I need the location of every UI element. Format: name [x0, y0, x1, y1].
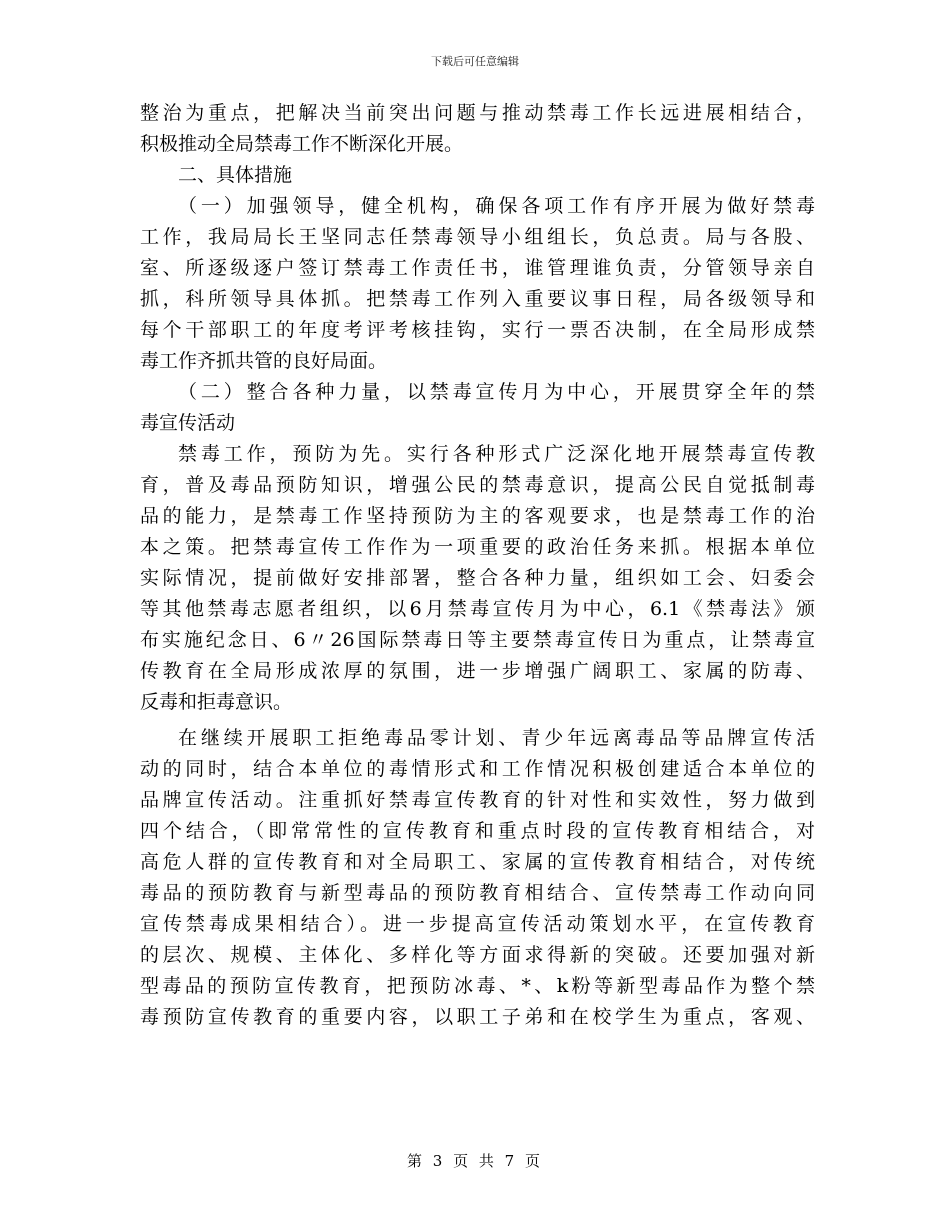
paragraph-line: 育，普及毒品预防知识，增强公民的禁毒意识，提高公民自觉抵制毒 — [140, 474, 815, 496]
paragraph-line: 布实施纪念日、6〃26国际禁毒日等主要禁毒宣传日为重点，让禁毒宣 — [140, 629, 815, 651]
paragraph-line: 整治为重点，把解决当前突出问题与推动禁毒工作长远进展相结合， — [140, 102, 815, 124]
paragraph-line: 积极推动全局禁毒工作不断深化开展。 — [140, 133, 464, 155]
page-header: 下载后可任意编辑 — [431, 55, 519, 68]
section-heading: 二、具体措施 — [178, 164, 293, 186]
subsection-heading: （二）整合各种力量，以禁毒宣传月为中心，开展贯穿全年的禁 — [178, 381, 815, 403]
paragraph-line: 传教育在全局形成浓厚的氛围，进一步增强广阔职工、家属的防毒、 — [140, 660, 815, 682]
paragraph-line: 实际情况，提前做好安排部署，整合各种力量，组织如工会、妇委会 — [140, 567, 815, 589]
paragraph-line: 工作，我局局长王坚同志任禁毒领导小组组长，负总责。局与各股、 — [140, 226, 815, 248]
paragraph-line: 的层次、规模、主体化、多样化等方面求得新的突破。还要加强对新 — [140, 944, 815, 966]
paragraph-line: 型毒品的预防宣传教育，把预防冰毒、*、k粉等新型毒品作为整个禁 — [140, 975, 815, 997]
document-body — [140, 98, 815, 1033]
paragraph-line: 品牌宣传活动。注重抓好禁毒宣传教育的针对性和实效性，努力做到 — [140, 789, 815, 811]
paragraph-line: 高危人群的宣传教育和对全局职工、家属的宣传教育相结合，对传统 — [140, 851, 815, 873]
paragraph-line: 毒工作齐抓共管的良好局面。 — [140, 350, 388, 372]
paragraph-line: 毒品的预防教育与新型毒品的预防教育相结合、宣传禁毒工作动向同 — [140, 882, 815, 904]
paragraph-line: 等其他禁毒志愿者组织，以6月禁毒宣传月为中心，6.1《禁毒法》颁 — [140, 598, 815, 620]
paragraph-line: 抓，科所领导具体抓。把禁毒工作列入重要议事日程，局各级领导和 — [140, 288, 815, 310]
paragraph-line: 动的同时，结合本单位的毒情形式和工作情况积极创建适合本单位的 — [140, 758, 815, 780]
paragraph-line: 四个结合，（即常常性的宣传教育和重点时段的宣传教育相结合，对 — [140, 820, 815, 842]
paragraph-line: 宣传禁毒成果相结合）。进一步提高宣传活动策划水平，在宣传教育 — [140, 913, 815, 935]
paragraph-line: 室、所逐级逐户签订禁毒工作责任书，谁管理谁负责，分管领导亲自 — [140, 257, 815, 279]
paragraph-line: 禁毒工作，预防为先。实行各种形式广泛深化地开展禁毒宣传教 — [178, 443, 815, 465]
paragraph-line: 反毒和拒毒意识。 — [140, 691, 293, 713]
paragraph-line: 本之策。把禁毒宣传工作作为一项重要的政治任务来抓。根据本单位 — [140, 536, 815, 558]
subsection-heading: （一）加强领导，健全机构，确保各项工作有序开展为做好禁毒 — [178, 195, 815, 217]
paragraph-line: 每个干部职工的年度考评考核挂钩，实行一票否决制，在全局形成禁 — [140, 319, 815, 341]
paragraph-line: 毒预防宣传教育的重要内容，以职工子弟和在校学生为重点，客观、 — [140, 1006, 815, 1028]
page-footer: 第 3 页 共 7 页 — [407, 1152, 543, 1170]
paragraph-line: 品的能力，是禁毒工作坚持预防为主的客观要求，也是禁毒工作的治 — [140, 505, 815, 527]
paragraph-line: 在继续开展职工拒绝毒品零计划、青少年远离毒品等品牌宣传活 — [178, 727, 815, 749]
paragraph-line: 毒宣传活动 — [140, 412, 236, 434]
